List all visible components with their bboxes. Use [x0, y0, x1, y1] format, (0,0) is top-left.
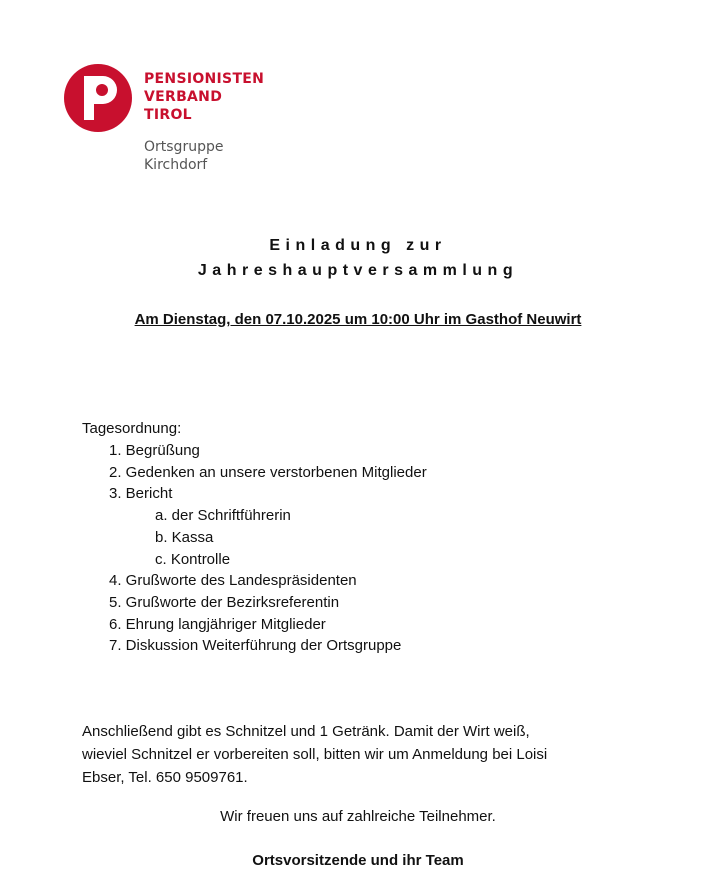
agenda-item: 2. Gedenken an unsere verstorbenen Mitglieder	[109, 463, 427, 481]
paragraph-line: wieviel Schnitzel er vorbereiten soll, bitten wir um Anmeldung bei Loisi	[82, 746, 548, 763]
agenda-subitem: c. Kontrolle	[155, 550, 231, 568]
agenda-item: 5. Grußworte der Bezirksreferentin	[109, 593, 340, 611]
organization-name	[144, 70, 264, 124]
agenda-section	[82, 418, 427, 657]
group-line-2: Kirchdorf	[144, 157, 208, 173]
agenda-subitem: a. der Schriftführerin	[155, 507, 291, 525]
agenda-item: 3. Bericht	[109, 485, 173, 503]
document-title-line-1: Einladung zur	[269, 237, 447, 254]
document-title-line-2: Jahreshauptversammlung	[197, 262, 519, 279]
group-line-1: Ortsgruppe	[144, 139, 224, 155]
closing-line: Wir freuen uns auf zahlreiche Teilnehmer.	[220, 808, 496, 825]
paragraph-line: Anschließend gibt es Schnitzel und 1 Getränk. Damit der Wirt weiß,	[82, 723, 530, 740]
agenda-item: 1. Begrüßung	[109, 442, 200, 459]
pensionistenverband-p-logo-icon	[62, 62, 134, 134]
local-group-name	[144, 138, 223, 174]
meeting-date-line: Am Dienstag, den 07.10.2025 um 10:00 Uhr im Gasthof Neuwirt	[134, 311, 582, 328]
info-paragraph	[82, 720, 642, 789]
org-line-3: TIROL	[144, 107, 192, 123]
signoff-line: Ortsvorsitzende und ihr Team	[252, 852, 464, 869]
agenda-item: 4. Grußworte des Landespräsidenten	[109, 572, 357, 590]
agenda-subitem: b. Kassa	[155, 528, 214, 546]
org-line-2: VERBAND	[144, 89, 223, 105]
org-line-1: PENSIONISTEN	[144, 71, 265, 87]
agenda-item: 6. Ehrung langjähriger Mitglieder	[109, 615, 326, 633]
paragraph-line: Ebser, Tel. 650 9509761.	[82, 769, 248, 786]
agenda-item: 7. Diskussion Weiterführung der Ortsgruppe	[109, 637, 402, 655]
agenda-label: Tagesordnung:	[82, 420, 182, 437]
